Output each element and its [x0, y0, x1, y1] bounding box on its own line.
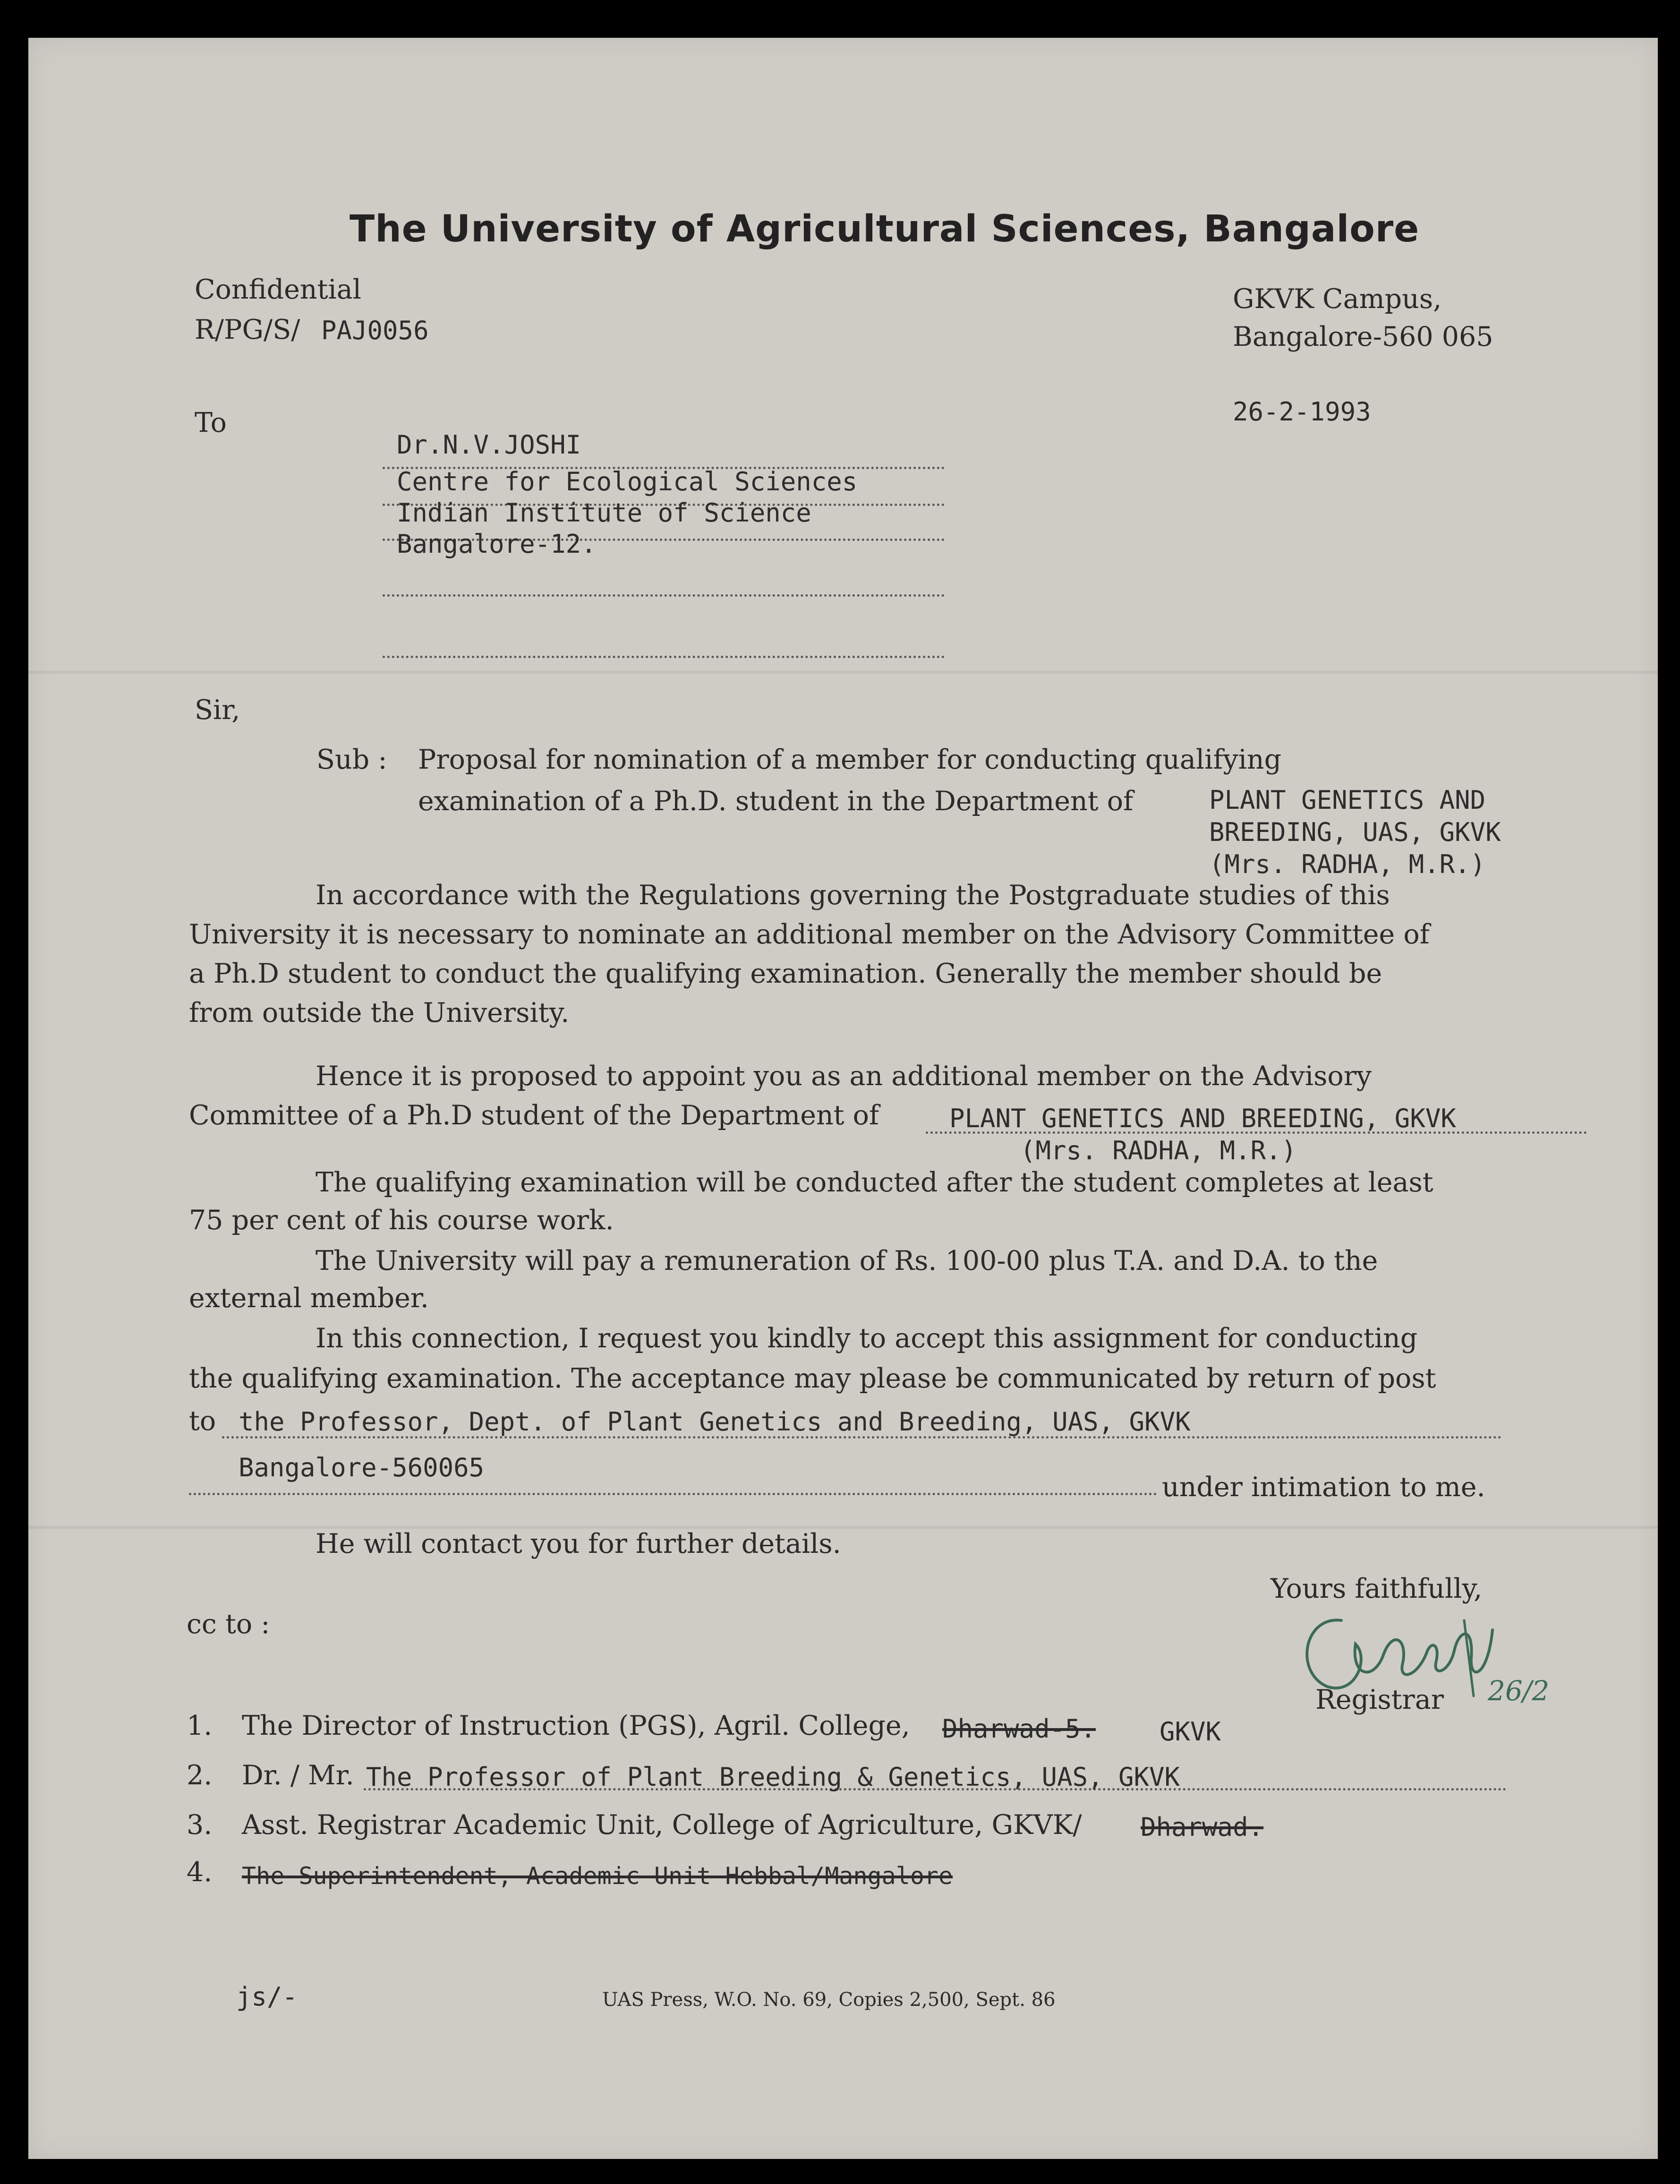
addressee-line-2: Centre for Ecological Sciences	[397, 467, 858, 497]
cc-item-2-typed: The Professor of Plant Breeding & Genetics, UAS, GKVK	[366, 1762, 1180, 1792]
to-label: To	[195, 407, 227, 438]
letter-paper	[28, 38, 1658, 2159]
paragraph-3-line-1: The qualifying examination will be conducted after the student completes at least	[316, 1167, 1433, 1198]
city-line: Bangalore-560 065	[1233, 321, 1493, 352]
subject-department-line-2: BREEDING, UAS, GKVK	[1209, 817, 1501, 847]
cc-item-2-text: Dr. / Mr.	[242, 1760, 354, 1791]
cc-item-number: 1.	[187, 1710, 213, 1741]
paper-fold	[28, 671, 1658, 674]
addressee-line-3: Indian Institute of Science	[397, 498, 811, 528]
cc-item-1-struck: Dharwad-5.	[942, 1714, 1096, 1744]
reference-prefix: R/PG/S/	[195, 314, 300, 345]
paragraph-4-line-2: external member.	[189, 1283, 429, 1314]
confidential-label: Confidential	[195, 274, 361, 305]
paragraph-3-line-2: 75 per cent of his course work.	[189, 1205, 614, 1236]
closing-phrase: Yours faithfully,	[1271, 1573, 1483, 1604]
signature-date: 26/2	[1488, 1675, 1550, 1707]
cc-label: cc to :	[187, 1609, 270, 1640]
paragraph-2-student: (Mrs. RADHA, M.R.)	[1020, 1136, 1297, 1165]
paragraph-2-department: PLANT GENETICS AND BREEDING, GKVK	[949, 1104, 1456, 1133]
subject-student-name: (Mrs. RADHA, M.R.)	[1209, 849, 1486, 879]
campus-line: GKVK Campus,	[1233, 283, 1442, 315]
paragraph-1-line-2: University it is necessary to nominate an additional member on the Advisory Committee of	[189, 919, 1430, 950]
typist-initials: js/-	[236, 1982, 298, 2012]
subject-line-2: examination of a Ph.D. student in the Department of	[418, 786, 1134, 817]
reference-number: PAJ0056	[321, 316, 429, 345]
subject-department-line-1: PLANT GENETICS AND	[1209, 785, 1486, 815]
cc-item-1-text: The Director of Instruction (PGS), Agril. College,	[242, 1710, 910, 1741]
cc-item-number: 3.	[187, 1809, 213, 1841]
paper-fold	[28, 1526, 1658, 1529]
paragraph-5-recipient: the Professor, Dept. of Plant Genetics and Breeding, UAS, GKVK	[239, 1407, 1191, 1437]
cc-item-4-struck: The Superintendent, Academic Unit Hebbal/Mangalore	[242, 1862, 953, 1890]
paragraph-5-line-1: In this connection, I request you kindly to accept this assignment for conducting	[316, 1323, 1418, 1354]
recipient-dotted-line	[189, 1493, 1157, 1495]
addressee-line-1: Dr.N.V.JOSHI	[397, 430, 581, 460]
subject-line-1: Proposal for nomination of a member for conducting qualifying	[418, 744, 1282, 775]
paragraph-5-closing: under intimation to me.	[1162, 1472, 1485, 1503]
paragraph-1-line-4: from outside the University.	[189, 997, 570, 1028]
cc-item-3-text: Asst. Registrar Academic Unit, College of Agriculture, GKVK/	[242, 1809, 1082, 1841]
address-dotted-line	[383, 656, 945, 658]
paragraph-6: He will contact you for further details.	[316, 1528, 841, 1559]
paragraph-5-line-2: the qualifying examination. The acceptance may please be communicated by return of post	[189, 1363, 1436, 1394]
paragraph-5-to: to	[189, 1405, 216, 1437]
paragraph-1-line-1: In accordance with the Regulations governing the Postgraduate studies of this	[316, 880, 1390, 911]
registrar-title: Registrar	[1315, 1684, 1444, 1715]
press-imprint: UAS Press, W.O. No. 69, Copies 2,500, Sept. 86	[602, 1989, 1056, 2011]
cc-item-number: 2.	[187, 1760, 213, 1791]
address-dotted-line	[383, 594, 945, 597]
paragraph-1-line-3: a Ph.D student to conduct the qualifying examination. Generally the member should be	[189, 958, 1382, 989]
letter-date: 26-2-1993	[1233, 397, 1371, 427]
cc-item-1-typed: GKVK	[1160, 1717, 1221, 1747]
paragraph-2-line-1: Hence it is proposed to appoint you as an additional member on the Advisory	[316, 1061, 1372, 1092]
addressee-line-4: Bangalore-12.	[397, 529, 597, 559]
paragraph-4-line-1: The University will pay a remuneration of Rs. 100-00 plus T.A. and D.A. to the	[316, 1245, 1378, 1276]
salutation: Sir,	[195, 694, 240, 726]
subject-label: Sub :	[316, 744, 387, 775]
cc-item-3-struck: Dharwad.	[1141, 1812, 1264, 1842]
letterhead-title: The University of Agricultural Sciences, Bangalore	[350, 208, 1420, 250]
cc-item-number: 4.	[187, 1857, 213, 1888]
paragraph-2-line-2: Committee of a Ph.D student of the Department of	[189, 1100, 879, 1131]
paragraph-5-recipient-city: Bangalore-560065	[239, 1453, 485, 1482]
